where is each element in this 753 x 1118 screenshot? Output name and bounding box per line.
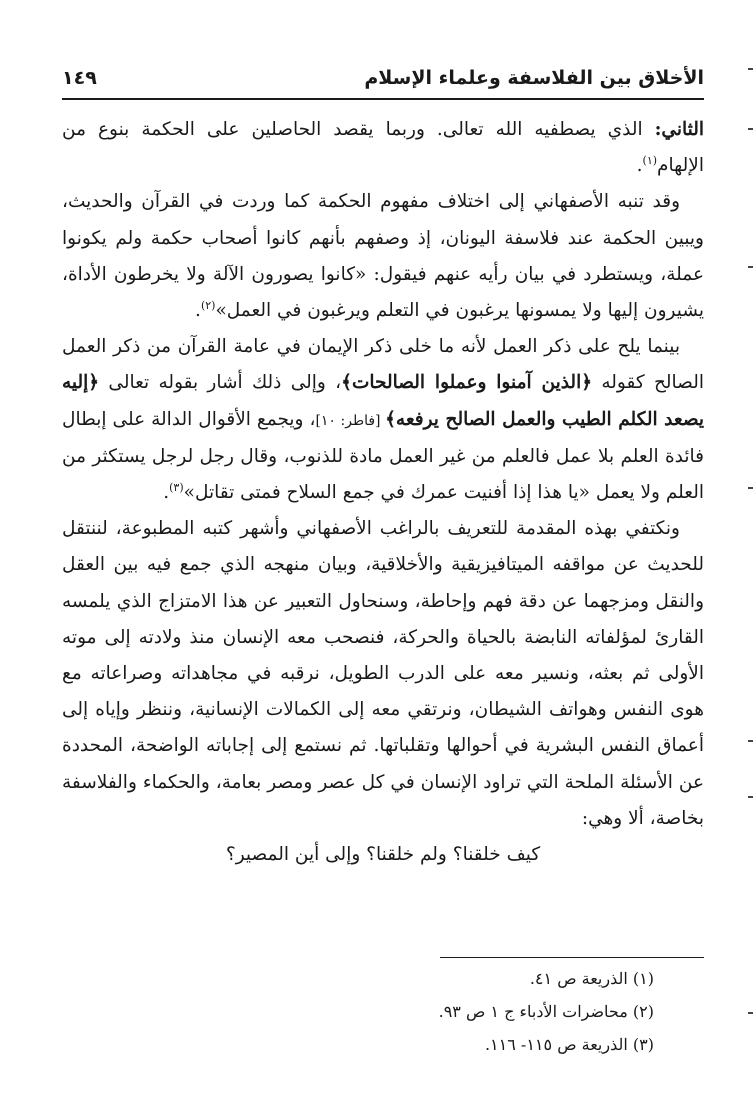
body-text xyxy=(62,112,704,873)
running-title: الأخلاق بين الفلاسفة وعلماء الإسلام xyxy=(364,67,704,89)
footnote-ref-1: (١) xyxy=(642,154,658,168)
edge-mark xyxy=(748,796,753,798)
central-question: كيف خلقنا؟ ولم خلقنا؟ وإلى أين المصير؟ xyxy=(225,844,541,866)
edge-mark xyxy=(748,487,753,489)
edge-mark xyxy=(748,740,753,742)
header-rule xyxy=(62,98,704,100)
footnote-ref-2: (٢) xyxy=(200,298,216,312)
edge-mark xyxy=(748,266,753,268)
footnote-rule xyxy=(440,957,704,958)
footnote-2: (٢) محاضرات الأدباء ج ١ ص ٩٣. xyxy=(438,1002,654,1021)
verse-reference: [فاطر: ١٠] xyxy=(315,412,386,429)
paragraph-2: وقد تنبه الأصفهاني إلى اختلاف مفهوم الحكمة كما وردت في القرآن والحديث، ويبين الحكمة عند فلاسفة اليونان، إذ وصفهم بأنهم كانوا أصحاب حكمة ولم يكونوا عملة، ويستطرد في بيان رأيه عنهم فيقول: «كانوا يصورون الآلة ولا يخرطون الأداة، يشيرون إليها ولا يمسونها يرغبون في التعلم ويرغبون في العمل»$^{(٢)}$. xyxy=(62,191,704,322)
edge-mark xyxy=(748,1012,753,1014)
paragraph-4-text: ونكتفي بهذه المقدمة للتعريف بالراغب الأصفهاني وأشهر كتبه المطبوعة، لننتقل للحديث عن مواقفه الميتافيزيقية والأخلاقية، وبيان منهجه الذي جمع فيه بين العقل والنقل ومزجهما عن دقة فهم وإحاطة، وسنحاول التعبير عن هذا الامتزاج الذي يلمسه القارئ لمؤلفاته النابضة بالحياة والحركة، فنصحب معه الإنسان منذ ولادته إلى موته الأولى ثم بعثه، ونسير معه على الدرب الطويل، نرقبه في مجاهداته وصراعاته مع هوى النفس وهواتف الشيطان، ونرتقي معه إلى الكمالات الإنسانية، وننظر وإياه إلى أعماق النفس البشرية في أحوالها وتقلباتها. ثم نستمع إلى إجاباته الواضحة، المحددة عن الأسئلة الملحة التي تراود الإنسان في كل عصر ومصر بعامة، والحكماء والفلاسفة بخاصة، ألا وهي: xyxy=(62,518,704,829)
footnote-1: (١) الذريعة ص ٤١. xyxy=(529,969,654,988)
footnote-ref-3: (٣) xyxy=(169,480,184,494)
paragraph-1: الثاني: الذي يصطفيه الله تعالى. وربما يقصد الحاصلين على الحكمة بنوع من الإلهام$^{(١)}$. xyxy=(62,119,704,177)
quran-verse-2: ﴿إليه يصعد الكلم الطيب والعمل الصالح يرفعه﴾ xyxy=(62,372,705,430)
edge-mark xyxy=(748,68,753,70)
paragraph-2-text: وقد تنبه الأصفهاني إلى اختلاف مفهوم الحكمة كما وردت في القرآن والحديث، ويبين الحكمة عند فلاسفة اليونان، إذ وصفهم بأنهم كانوا أصحاب حكمة ولم يكونوا عملة، ويستطرد في بيان رأيه عنهم فيقول: «كانوا يصورون الآلة ولا يخرطون الأداة، يشيرون إليها ولا يمسونها يرغبون في التعلم ويرغبون في العمل» xyxy=(62,191,704,322)
edge-mark xyxy=(748,128,753,130)
footnote-3: (٣) الذريعة ص ١١٥- ١١٦. xyxy=(484,1035,654,1054)
paragraph-3: بينما يلح على ذكر العمل لأنه ما خلى ذكر الإيمان في عامة القرآن من ذكر العمل الصالح كقوله ﴿الذين آمنوا وعملوا الصالحات﴾، وإلى ذلك أشار بقوله تعالى ﴿إليه يصعد الكلم الطيب والعمل الصالح يرفعه﴾ [فاطر: ١٠]، ويجمع الأقوال الدالة على إبطال فائدة العلم بلا عمل فالعلم من غير العمل مادة للذنوب، وقال رجل لرجل يستكثر من العلم ولا يعمل «يا هذا إذا أفنيت عمرك في جمع السلاح فمتى تقاتل»$^{(٣)}$. xyxy=(62,336,705,504)
quran-verse-1: ﴿الذين آمنوا وعملوا الصالحات﴾ xyxy=(341,372,593,394)
running-header xyxy=(62,60,704,96)
paragraph-4 xyxy=(62,511,704,837)
footnotes xyxy=(62,962,704,1061)
paragraph-1-label: الثاني: xyxy=(654,119,704,140)
page-number: ١٤٩ xyxy=(62,67,97,89)
paragraph-1-text: الذي يصطفيه الله تعالى. وربما يقصد الحاصلين على الحكمة بنوع من الإلهام xyxy=(62,119,704,177)
